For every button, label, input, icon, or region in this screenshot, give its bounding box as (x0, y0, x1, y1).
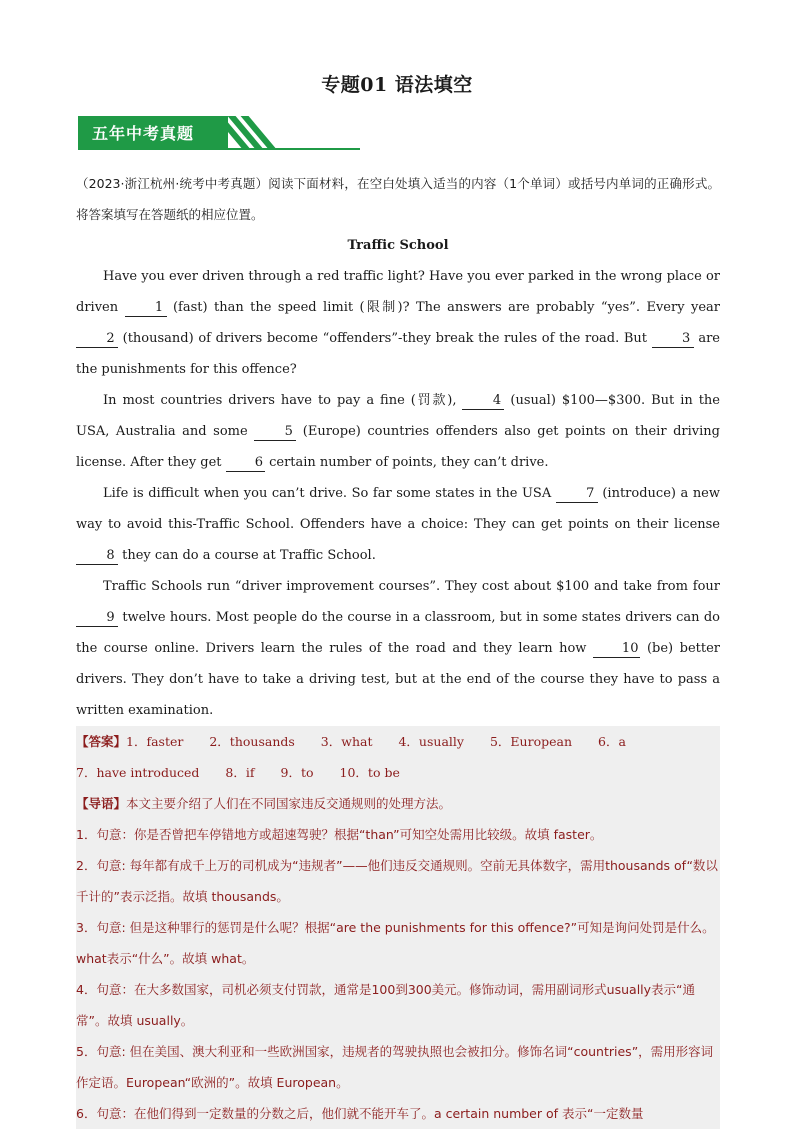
answer-item: 1．faster (126, 734, 184, 749)
page-title: 专题01 语法填空 (321, 74, 473, 96)
paragraph-text: (thousand) of drivers become “offenders”-they break the rules of the road. But (122, 331, 648, 346)
blank-5: 5 (254, 424, 296, 441)
lead-summary (76, 788, 720, 819)
paragraph-text: certain number of points, they can’t drive. (269, 455, 549, 470)
document-body (76, 168, 720, 1129)
answer-item: 7．have introduced (76, 765, 200, 780)
article-paragraph-3 (76, 478, 720, 571)
blank-9: 9 (76, 610, 118, 627)
answer-item: 10．to be (339, 765, 400, 780)
answer-item: 8．if (225, 765, 255, 780)
section-banner (78, 116, 360, 152)
blank-1: 1 (125, 300, 167, 317)
paragraph-text: Life is difficult when you can’t drive. So far some states in the USA (103, 486, 552, 501)
blank-4: 4 (462, 393, 504, 410)
question-intro: （2023·浙江杭州·统考中考真题）阅读下面材料，在空白处填入适当的内容（1个单词）或括号内单词的正确形式。将答案填写在答题纸的相应位置。 (76, 176, 720, 222)
paragraph-text: (Europe) countries offenders also get points on their driving license. After they get (76, 424, 720, 470)
banner-underline (78, 148, 360, 150)
paragraph-text: (introduce) a new way to avoid this-Traffic School. Offenders have a choice: They can get points on their license (76, 486, 721, 532)
explanation-item: 5．句意: 但在美国、澳大利亚和一些欧洲国家，违规者的驾驶执照也会被扣分。修饰名词“countries”，需用形容词作定语。European“欧洲的”。故填 European。 (76, 1044, 714, 1090)
lead-tag: 【导语】 (76, 796, 127, 811)
explanation-item: 1．句意：你是否曾把车停错地方或超速驾驶？根据“than”可知空处需用比较级。故填 faster。 (76, 827, 603, 842)
blank-6: 6 (226, 455, 265, 472)
paragraph-text: (be) better drivers. They don’t have to take a driving test, but at the end of the course they have to pass a written examination. (76, 641, 720, 718)
paragraph-text: twelve hours. Most people do the course in a classroom, but in some states drivers can do the course online. Drivers learn the rules of the road and they learn how (76, 610, 720, 656)
answer-item: 6．a (598, 734, 626, 749)
explanation-item: 4．句意：在大多数国家，司机必须支付罚款，通常是100到300美元。修饰动词，需用副词形式usually表示“通常”。故填 usually。 (76, 982, 696, 1028)
answer-explanation-box (76, 726, 720, 1129)
answer-item: 5．European (489, 734, 573, 749)
blank-2: 2 (76, 331, 118, 348)
article-paragraph-2 (76, 385, 720, 478)
paragraph-text: (usual) $100—$300. But in the USA, Australia and some (76, 393, 720, 439)
answer-item: 2．thousands (209, 734, 295, 749)
answer-key (76, 726, 720, 788)
paragraph-text: they can do a course at Traffic School. (122, 548, 376, 563)
blank-7: 7 (556, 486, 598, 503)
explanation-item: 3．句意: 但是这种罪行的惩罚是什么呢？根据“are the punishments for this offence?”可知是询问处罚是什么。what表示“什么”。故填 what。 (76, 920, 715, 966)
blank-3: 3 (652, 331, 694, 348)
explanation-item: 6．句意：在他们得到一定数量的分数之后，他们就不能开车了。a certain number of 表示“一定数量 (76, 1106, 644, 1121)
paragraph-text: Traffic Schools run “driver improvement courses”. They cost about $100 and take from four (103, 579, 720, 594)
lead-text: 本文主要介绍了人们在不同国家违反交通规则的处理方法。 (126, 796, 452, 811)
answer-item: 9．to (280, 765, 314, 780)
paragraph-text: (fast) than the speed limit (限制)? The answers are probably “yes”. Every year (172, 300, 720, 315)
article-title: Traffic School (347, 238, 449, 253)
blank-10: 10 (593, 641, 641, 658)
banner-label: 五年中考真题 (92, 124, 195, 143)
blank-8: 8 (76, 548, 118, 565)
article-paragraph-1 (76, 261, 720, 385)
answer-item: 3．what (320, 734, 373, 749)
article-paragraph-4 (76, 571, 720, 726)
explanation-item: 2．句意: 每年都有成千上万的司机成为“违规者”——他们违反交通规则。空前无具体数字，需用thousands of“数以千计的”表示泛指。故填 thousands。 (76, 858, 718, 904)
answer-item: 4．usually (398, 734, 464, 749)
paragraph-text: are the punishments for this offence? (76, 331, 720, 377)
paragraph-text: In most countries drivers have to pay a fine (罚款), (103, 393, 457, 408)
paragraph-text: Have you ever driven through a red traffic light? Have you ever parked in the wrong place or driven (76, 269, 720, 315)
answer-tag: 【答案】 (76, 734, 127, 749)
